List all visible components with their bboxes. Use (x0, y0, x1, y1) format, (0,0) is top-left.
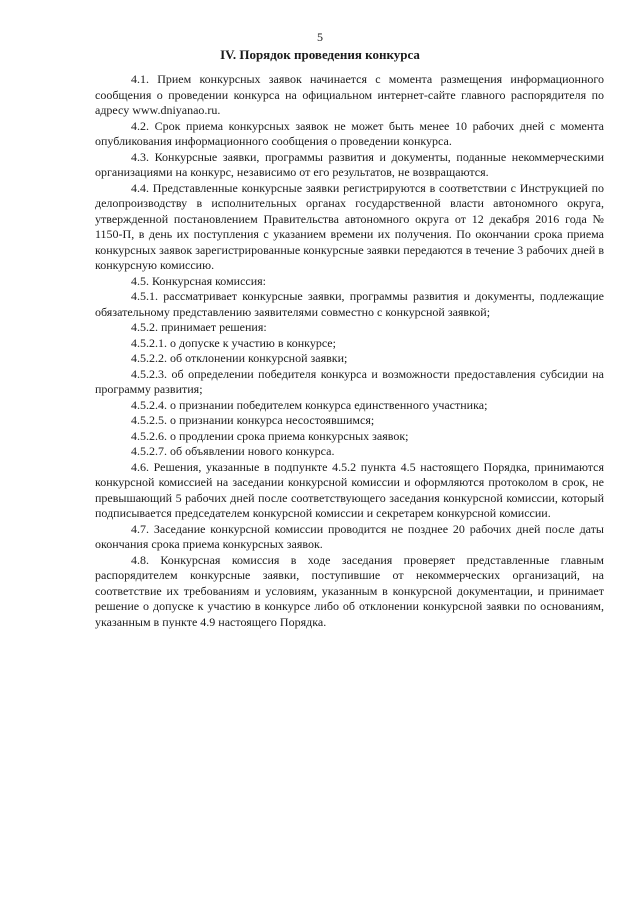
paragraph-4-5-2-2: 4.5.2.2. об отклонении конкурсной заявки; (131, 351, 348, 365)
paragraph-4-4: 4.4. Представленные конкурсные заявки регистрируются в соответствии с Инструкцией по делопроизводству в исполнительных органах государственной власти автономного округа, утвержденной постановлением Правительства автономного округа от 12 декабря 2016 года № 1150-П, в день их поступления с указанием времени их получения. По окончании срока приема конкурсных заявок зарегистрированные конкурсные заявки передаются в течение 3 рабочих дней в конкурсную комиссию. (95, 180, 604, 272)
paragraph-4-5-2-7: 4.5.2.7. об объявлении нового конкурса. (131, 444, 335, 458)
section-title: IV. Порядок проведения конкурса (220, 47, 420, 62)
paragraph-4-5-2-3: 4.5.2.3. об определении победителя конкурса и возможности предоставления субсидии на программу развития; (95, 366, 604, 396)
paragraph-4-5-2-4: 4.5.2.4. о признании победителем конкурса единственного участника; (131, 397, 488, 412)
paragraph-4-2: 4.2. Срок приема конкурсных заявок не может быть менее 10 рабочих дней с момента опубликования информационного сообщения о проведении конкурса. (95, 118, 604, 148)
paragraph-4-6: 4.6. Решения, указанные в подпункте 4.5.2 пункта 4.5 настоящего Порядка, принимаются конкурсной комиссией на заседании конкурсной комиссии и оформляются протоколом в срок, не превышающий 5 рабочих дней после соответствующего заседания конкурсной комиссии, который подписывается председателем конкурсной комиссии и секретарем конкурсной комиссии. (95, 459, 604, 520)
page-number: 5 (317, 30, 323, 44)
document-body (95, 72, 604, 630)
paragraph-4-5-2-1: 4.5.2.1. о допуске к участию в конкурсе; (131, 335, 336, 350)
paragraph-4-8: 4.8. Конкурсная комиссия в ходе заседания проверяет представленные главным распорядителем конкурсные заявки, поступившие от некоммерческих организаций, на соответствие их требованиям и условиям, указанным в конкурсной документации, и принимает решение о допуске к участию в конкурсе либо об отклонении конкурсной заявки по основаниям, указанным в пункте 4.9 настоящего Порядка. (95, 552, 604, 629)
paragraph-4-5-2: 4.5.2. принимает решения: (131, 320, 267, 334)
paragraph-4-5-2-5: 4.5.2.5. о признании конкурса несостоявшимся; (131, 413, 375, 427)
paragraph-4-7: 4.7. Заседание конкурсной комиссии проводится не позднее 20 рабочих дней после даты окончания срока приема конкурсных заявок. (95, 521, 604, 551)
paragraph-4-5-1: 4.5.1. рассматривает конкурсные заявки, программы развития и документы, подлежащие обязательному представлению заявителями совместно с конкурсной заявкой; (95, 289, 604, 319)
paragraph-4-3: 4.3. Конкурсные заявки, программы развития и документы, поданные некоммерческими организациями на конкурс, независимо от его результатов, не возвращаются. (95, 149, 604, 179)
paragraph-4-5: 4.5. Конкурсная комиссия: (131, 273, 267, 288)
paragraph-4-5-2-6: 4.5.2.6. о продлении срока приема конкурсных заявок; (131, 428, 409, 443)
paragraph-4-1: 4.1. Прием конкурсных заявок начинается с момента размещения информационного сообщения о проведении конкурса на официальном интернет-сайте главного распорядителя по адресу www.dniyanao.ru. (95, 72, 604, 117)
